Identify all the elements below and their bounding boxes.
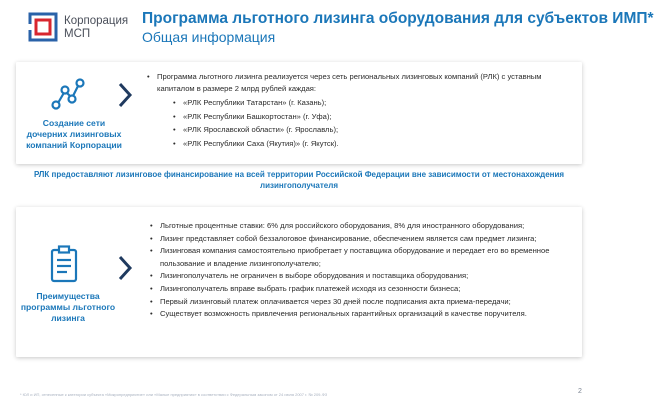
section1-intro: Программа льготного лизинга реализуется через сеть региональных лизинговых компаний (РЛК) с уставным капиталом в размере 2 млрд рублей каждая: <box>157 72 542 94</box>
network-icon <box>50 76 86 112</box>
list-item: • «РЛК Ярославской области» (г. Ярославль); <box>173 123 572 136</box>
coverage-banner <box>16 170 582 191</box>
advantages-section <box>16 207 582 357</box>
logo-mark-icon <box>28 12 58 42</box>
banner-line2: лизингополучателя <box>260 180 338 190</box>
logo-line2: МСП <box>64 28 91 40</box>
list-item: • Льготные процентные ставки: 6% для российского оборудования, 8% для иностранного оборудования; <box>150 220 576 233</box>
document-icon <box>49 245 79 283</box>
list-item: • Лизингополучатель не ограничен в выборе оборудования и поставщика оборудования; <box>150 270 576 283</box>
advantages-list <box>150 220 576 321</box>
list-item: • Лизингополучатель вправе выбрать график платежей исходя из сезонности бизнеса; <box>150 283 576 296</box>
section2-label: Преимущества программы льготного лизинга <box>20 291 116 323</box>
section1-list <box>147 71 572 150</box>
logo-line1: Корпорация <box>64 15 129 27</box>
network-section <box>16 62 582 164</box>
list-item: • Лизинг представляет собой беззалоговое финансирование, обеспечением является сам предмет лизинга; <box>150 233 576 246</box>
corporation-logo <box>28 12 138 46</box>
list-item: • «РЛК Республики Башкортостан» (г. Уфа); <box>173 110 572 123</box>
rlk-list <box>173 96 572 150</box>
page-title: Программа льготного лизинга оборудования для субъектов ИМП* <box>142 10 654 27</box>
list-item: • Существует возможность привлечения региональных гарантийных организаций в качестве поручителя. <box>150 308 576 321</box>
list-item: • «РЛК Республики Татарстан» (г. Казань); <box>173 96 572 109</box>
logo-text <box>64 15 128 41</box>
list-item: • Лизинговая компания самостоятельно приобретает у поставщика оборудование и передает его во временное пользование и владение лизингополучателю; <box>150 245 576 270</box>
chevron-right-icon <box>118 255 132 281</box>
list-item: • «РЛК Республики Саха (Якутия)» (г. Якутск). <box>173 137 572 150</box>
page-number: 2 <box>578 388 582 395</box>
list-item: • Первый лизинговый платеж оплачивается через 30 дней после подписания акта приема-передачи; <box>150 296 576 309</box>
banner-line1: РЛК предоставляют лизинговое финансирование на всей территории Российской Федерации вне зависимости от местонахождения <box>33 170 565 179</box>
list-item <box>147 71 572 150</box>
slide-header <box>0 0 654 58</box>
chevron-right-icon <box>118 82 132 108</box>
page-subtitle: Общая информация <box>142 29 276 45</box>
section1-label: Создание сети дочерних лизинговых компаний Корпорации <box>26 118 122 150</box>
footnote: * ЮЛ и ИП, отнесенные к категории субъекта «Микропредприятие» или «Малые предприятия» в соответствии с Федеральным законом от 24 июля 2007 г. № 209-ФЗ <box>20 392 328 397</box>
